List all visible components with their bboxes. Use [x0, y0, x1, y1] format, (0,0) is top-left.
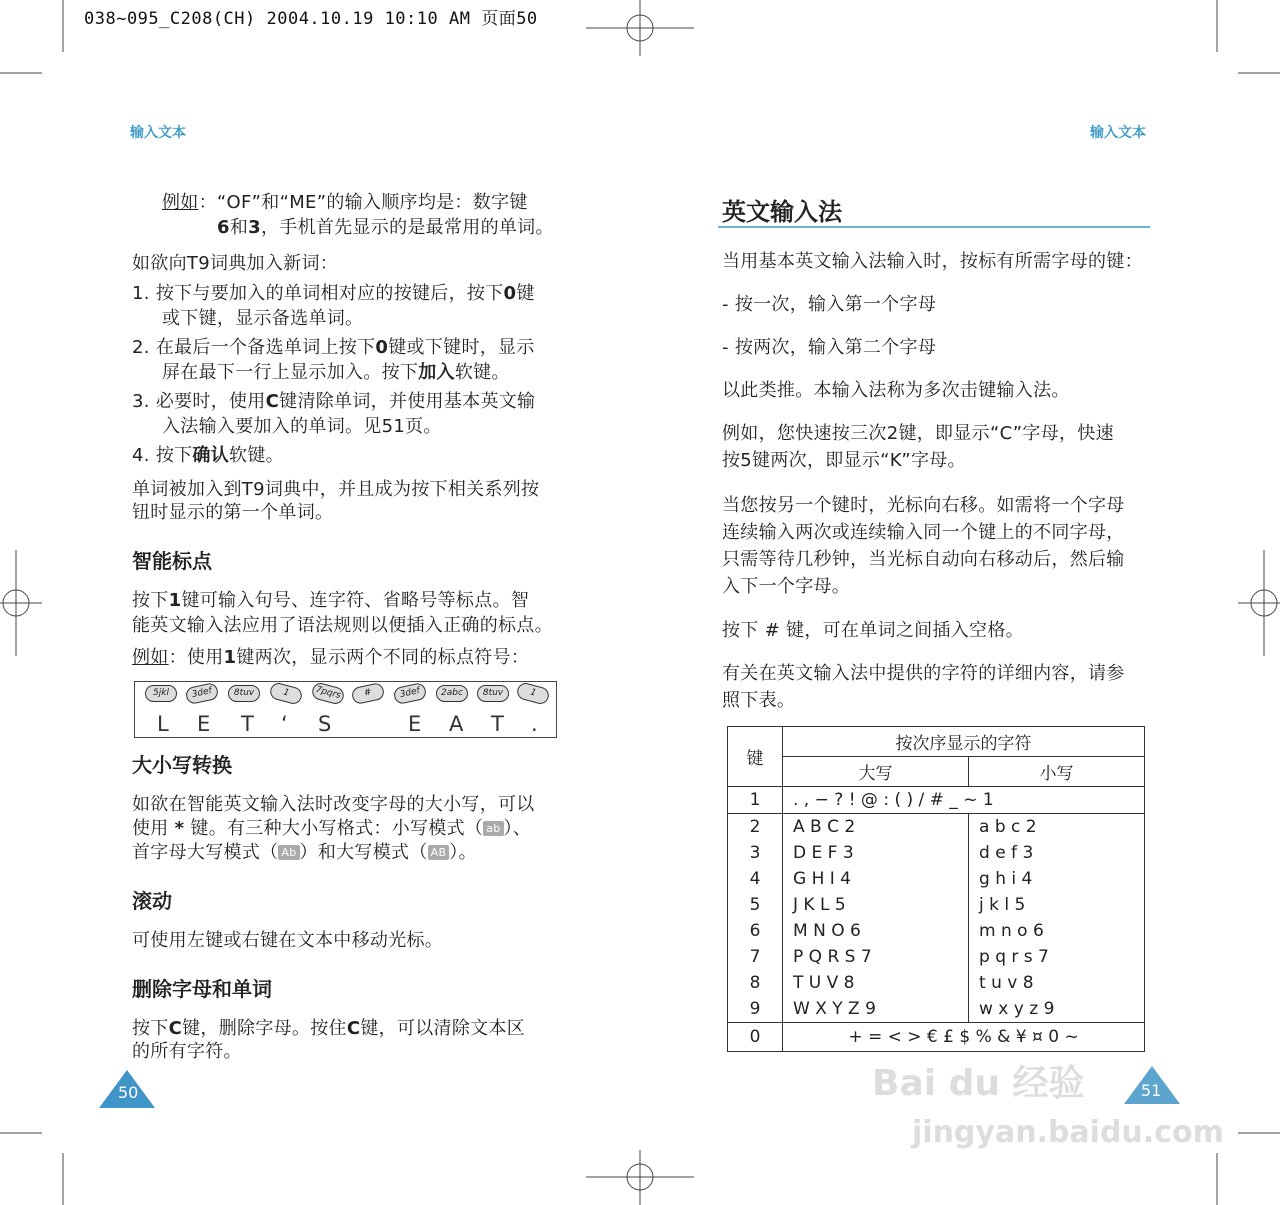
text: 键清除单词，并使用基本英文输: [279, 391, 536, 412]
lower-cell: a b c 2: [969, 814, 1145, 841]
keypad-key-icon: 1: [268, 681, 303, 706]
keypad-key-icon: 2abc: [436, 685, 468, 702]
lower-cell: t u v 8: [969, 970, 1145, 996]
key-cell: 3: [728, 840, 783, 866]
star-key: *: [174, 818, 185, 839]
text: 按下: [155, 445, 193, 466]
running-header-left: 输入文本: [130, 125, 186, 141]
watermark-logo: Bai du 经验: [872, 1063, 1085, 1104]
upper-cell: M N O 6: [783, 918, 969, 944]
watermark-url: jingyan.baidu.com: [912, 1115, 1224, 1150]
capitalize-mode-icon: Ab: [278, 845, 299, 860]
upper-cell: P Q R S 7: [783, 944, 969, 970]
paragraph: 只需等待几秒钟，当光标自动向右移动后，然后输: [722, 549, 1125, 570]
section-heading: 大小写转换: [132, 753, 232, 777]
text: 软键。: [454, 362, 510, 383]
key-cell: 1: [728, 787, 783, 814]
lower-cell: j k l 5: [969, 892, 1145, 918]
step-number: 1.: [132, 283, 150, 304]
text: 和: [229, 217, 249, 238]
step-number: 2.: [132, 337, 150, 358]
step-number: 4.: [132, 445, 150, 466]
bold-text: 加入: [418, 362, 455, 383]
text: 按下: [132, 1018, 169, 1039]
upper-cell: T U V 8: [783, 970, 969, 996]
table-row: [728, 1023, 1145, 1052]
key-cell: 7: [728, 944, 783, 970]
section-heading: 智能标点: [132, 549, 212, 573]
bold-key: 0: [503, 283, 517, 304]
text: 屏在最下一行上显示加入。按下: [162, 362, 419, 383]
example-line: [162, 191, 528, 215]
key-cell: 0: [728, 1023, 783, 1052]
print-slug: 038~095_C208(CH) 2004.10.19 10:10 AM 页面50: [84, 9, 538, 29]
text: 按下: [132, 590, 169, 611]
paragraph: 有关在英文输入法中提供的字符的详细内容，请参: [722, 663, 1125, 684]
paragraph: [132, 841, 477, 865]
table-row: [728, 814, 1145, 841]
keypad-key-icon: 3def: [393, 682, 428, 705]
keypad-key-icon: 3def: [185, 682, 220, 705]
header-chars: 按次序显示的字符: [783, 727, 1145, 757]
bold-key: 0: [375, 337, 389, 358]
text: 必要时，使用: [155, 391, 266, 412]
text: 键: [516, 283, 535, 304]
table-row: [728, 892, 1145, 918]
bold-key: C: [346, 1018, 361, 1039]
bold-key: C: [168, 1018, 183, 1039]
bullet-item: - 按两次，输入第二个字母: [722, 337, 937, 358]
keypad-key-icon: 1: [515, 681, 550, 706]
chars-cell: + = < > € £ $ % & ¥ ¤ 0 ~: [783, 1023, 1145, 1052]
bold-key: 1: [223, 647, 237, 668]
paragraph: 照下表。: [722, 690, 796, 711]
text: 键可输入句号、连字符、省略号等标点。智: [181, 590, 530, 611]
page-number: 50: [118, 1083, 139, 1102]
text: 软键。: [229, 445, 284, 466]
lower-cell: d e f 3: [969, 840, 1145, 866]
text: 键两次，显示两个不同的标点符号：: [236, 647, 530, 668]
key-cell: 4: [728, 866, 783, 892]
result-letter: T: [491, 712, 504, 736]
page-title: 英文输入法: [722, 198, 842, 226]
text: 键或下键时，显示: [388, 337, 535, 358]
table-row: [728, 840, 1145, 866]
step-3-cont: 入法输入要加入的单词。见51页。: [162, 416, 442, 437]
paragraph: 按下 # 键，可在单词之间插入空格。: [722, 620, 1024, 641]
text: 键。有三种大小写格式：小写模式（: [190, 818, 484, 839]
paragraph: [132, 817, 531, 841]
paragraph: 连续输入两次或连续输入同一个键上的不同字母，: [722, 522, 1125, 543]
keypad-key-icon: 5jkl: [145, 685, 177, 702]
paragraph: 例如，您快速按三次2键，即显示“C”字母，快速: [722, 423, 1114, 444]
lower-cell: p q r s 7: [969, 944, 1145, 970]
paragraph: 的所有字符。: [132, 1041, 242, 1062]
paragraph: 单词被加入到T9词典中，并且成为按下相关系列按: [132, 479, 540, 500]
intro-text: 如欲向T9词典加入新词：: [132, 253, 339, 274]
page-number: 51: [1141, 1081, 1162, 1100]
keypad-key-icon: 8tuv: [228, 685, 260, 702]
text: 首字母大写模式（: [132, 842, 279, 863]
paragraph: 可使用左键或右键在文本中移动光标。: [132, 930, 444, 951]
bold-key: 6: [217, 217, 230, 238]
example-label: 例如: [162, 192, 199, 213]
table-row: [728, 996, 1145, 1023]
section-heading: 滚动: [132, 889, 172, 913]
example-line: [217, 216, 554, 240]
table-row: [728, 918, 1145, 944]
text: 按下与要加入的单词相对应的按键后，按下: [155, 283, 504, 304]
paragraph: 钮时显示的第一个单词。: [132, 502, 334, 523]
keypad-key-icon: 8tuv: [477, 685, 509, 702]
table-row: [728, 944, 1145, 970]
example-label: 例如: [132, 647, 169, 668]
lower-cell: g h i 4: [969, 866, 1145, 892]
key-cell: 8: [728, 970, 783, 996]
paragraph: 能英文输入法应用了语法规则以便插入正确的标点。: [132, 615, 553, 636]
key-cell: 2: [728, 814, 783, 841]
lower-cell: w x y z 9: [969, 996, 1145, 1023]
keypad-key-icon: 7pqrs: [310, 681, 345, 706]
result-letter: T: [241, 712, 254, 736]
step-4: [132, 444, 284, 468]
table-row: [728, 866, 1145, 892]
table-row: [728, 970, 1145, 996]
bullet-item: - 按一次，输入第一个字母: [722, 294, 937, 315]
bold-key: 1: [168, 590, 182, 611]
section-heading: 删除字母和单词: [132, 977, 272, 1001]
result-letter: ‘: [281, 712, 288, 736]
upper-cell: G H I 4: [783, 866, 969, 892]
header-key: 键: [728, 727, 783, 787]
paragraph: 入下一个字母。: [722, 576, 851, 597]
step-1: [132, 282, 535, 306]
result-letter: S: [318, 712, 332, 736]
lowercase-mode-icon: ab: [483, 821, 503, 836]
table-row: [728, 787, 1145, 814]
lower-cell: m n o 6: [969, 918, 1145, 944]
paragraph: 以此类推。本输入法称为多次击键输入法。: [722, 380, 1070, 401]
upper-cell: A B C 2: [783, 814, 969, 841]
character-table: [727, 726, 1145, 1052]
step-1-cont: 或下键，显示备选单词。: [162, 308, 364, 329]
text: ）。: [449, 842, 477, 863]
upper-cell: W X Y Z 9: [783, 996, 969, 1023]
key-sequence-illustration: [134, 681, 557, 738]
text: ）、: [503, 818, 532, 839]
paragraph: 按5键两次，即显示“K”字母。: [722, 450, 966, 471]
header-upper: 大写: [783, 757, 969, 787]
result-letter: A: [449, 712, 464, 736]
bold-key: 3: [248, 217, 261, 238]
upper-cell: J K L 5: [783, 892, 969, 918]
key-cell: 5: [728, 892, 783, 918]
text: ，手机首先显示的是最常用的单词。: [260, 217, 554, 238]
step-3: [132, 390, 535, 414]
keypad-key-icon: #: [351, 682, 386, 705]
text: 键，删除字母。按住: [182, 1018, 347, 1039]
text: 键，可以清除文本区: [360, 1018, 526, 1039]
result-letter: E: [408, 712, 422, 736]
step-2: [132, 336, 535, 360]
paragraph: 当用基本英文输入法输入时，按标有所需字母的键：: [722, 251, 1143, 272]
text: 在最后一个备选单词上按下: [155, 337, 376, 358]
paragraph: 如欲在智能英文输入法时改变字母的大小写，可以: [132, 794, 535, 815]
header-lower: 小写: [969, 757, 1145, 787]
upper-cell: D E F 3: [783, 840, 969, 866]
text: 使用: [132, 818, 169, 839]
result-letter: E: [197, 712, 211, 736]
text: ）和大写模式（: [299, 842, 428, 863]
chars-cell: . , − ? ! @ : ( ) / # _ ~ 1: [783, 787, 1145, 814]
step-number: 3.: [132, 391, 150, 412]
key-cell: 9: [728, 996, 783, 1023]
text: ：“OF”和“ME”的输入顺序均是：数字键: [198, 192, 528, 213]
paragraph: [132, 589, 529, 613]
result-letter: L: [157, 712, 169, 736]
text: ：使用: [168, 647, 224, 668]
step-2-cont: [162, 361, 510, 385]
result-letter: .: [531, 712, 538, 736]
bold-text: 确认: [192, 445, 230, 466]
paragraph: [132, 1017, 525, 1041]
running-header-right: 输入文本: [1090, 125, 1146, 141]
example-line: [132, 646, 529, 670]
paragraph: 当您按另一个键时，光标向右移。如需将一个字母: [722, 495, 1125, 516]
bold-key: C: [265, 391, 280, 412]
uppercase-mode-icon: AB: [428, 845, 450, 860]
key-cell: 6: [728, 918, 783, 944]
